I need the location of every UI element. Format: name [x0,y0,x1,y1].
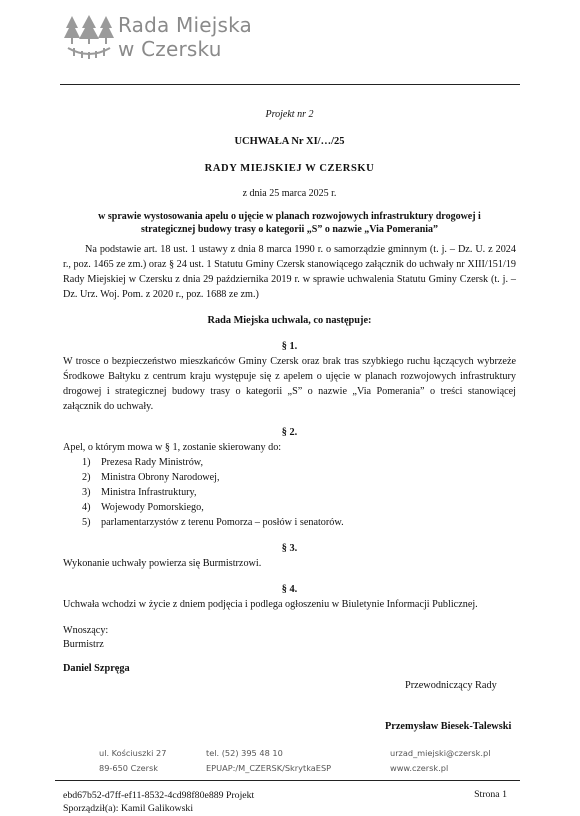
website-link[interactable]: www.czersk.pl [390,763,449,773]
chair-title: Przewodniczący Rady [405,680,497,691]
list-item-text: Wojewody Pomorskiego, [101,502,204,513]
resolution-document [63,107,516,676]
paragraph-4-text: Uchwała wchodzi w życie z dniem podjęcia i podlega ogłoszeniu w Biuletynie Informacji Publicznej. [63,599,478,610]
epuap-address: EPUAP:/M_CZERSK/SkrytkaESP [206,763,332,773]
logo-line-2: w Czersku [118,37,222,61]
list-item [63,470,516,485]
recipients-list [63,455,516,530]
resolution-date: z dnia 25 marca 2025 r. [242,188,337,199]
paragraph-2-title: § 2. [281,427,298,438]
email-link[interactable]: urzad_miejski@czersk.pl [390,748,491,758]
paragraph-1-title: § 1. [281,341,298,352]
address-line-2: 89-650 Czersk [99,763,159,773]
list-item-number: 4) [82,502,91,513]
submitter-role: Burmistrz [63,639,104,650]
contact-address [99,746,166,776]
list-item [63,515,516,530]
contact-online [390,746,490,776]
resolution-subject: w sprawie wystosowania apelu o ujęcie w planach rozwojowych infrastruktury drogowej i strategicznej budowy trasy o kategorii „S” o nazwie „Via Pomerania” [98,211,481,235]
address-line-1: ul. Kościuszki 27 [99,748,167,758]
paragraph-4-title: § 4. [281,584,298,595]
trees-emblem-icon [64,12,114,62]
project-label: Projekt nr 2 [265,109,314,120]
logo-text [118,13,252,61]
list-item-number: 1) [82,457,91,468]
paragraph-3-text: Wykonanie uchwały powierza się Burmistrzowi. [63,558,262,569]
list-item-text: Ministra Infrastruktury, [101,487,197,498]
document-id: ebd67b52-d7ff-ef11-8532-4cd98f80e889 Projekt [63,790,255,801]
list-item-number: 5) [82,517,91,528]
list-item [63,485,516,500]
council-logo [64,12,252,62]
submitter-block [63,624,516,652]
logo-line-1: Rada Miejska [118,13,253,37]
list-item-number: 3) [82,487,91,498]
phone-number: tel. (52) 395 48 10 [206,748,283,758]
list-item [63,500,516,515]
legal-basis: Na podstawie art. 18 ust. 1 ustawy z dnia 8 marca 1990 r. o samorządzie gminnym (t. j. – Dz. U. z 2024 r., poz. 1465 ze zm.) oraz § 24 ust. 1 Statutu Gminy Czersk stanowiącego załącznik do uchwały nr XIII/151/19 Rady Miejskiej w Czersku z dnia 29 października 2019 r. w sprawie uchwalenia Statutu Gminy Czersk (t. j. – Dz. Urz. Woj. Pom. z 2020 r., poz. 1688 ze zm.) [63,244,516,300]
submitter-label: Wnoszący: [63,625,109,636]
resolves-heading: Rada Miejska uchwala, co następuje: [207,315,372,326]
page-number: Strona 1 [474,789,507,800]
resolution-number: UCHWAŁA Nr XI/…/25 [234,136,345,147]
paragraph-1-text: W trosce o bezpieczeństwo mieszkańców Gminy Czersk oraz brak tras szybkiego ruchu łączących wybrzeże Środkowe Bałtyku z centrum kraju występuje się z apelem o ujęcie w planach rozwojowych infrastruktury drogowej i strategicznej budowy trasy o kategorii „S” o nazwie „Via Pomerania” o treści stanowiącej załącznik do uchwały. [63,356,516,412]
paragraph-2-intro: Apel, o którym mowa w § 1, zostanie skierowany do: [63,442,282,453]
submitter-name: Daniel Szpręga [63,663,130,674]
document-footer [63,789,254,815]
contact-phone-epuap [206,746,331,776]
list-item-number: 2) [82,472,91,483]
resolution-issuer: RADY MIEJSKIEJ W CZERSKU [204,163,375,174]
list-item-text: parlamentarzystów z terenu Pomorza – posłów i senatorów. [101,517,344,528]
header-divider [60,84,520,85]
chair-name: Przemysław Biesek-Talewski [385,721,512,732]
paragraph-3-title: § 3. [281,543,298,554]
footer-divider [55,780,520,781]
prepared-by: Sporządził(a): Kamil Galikowski [63,803,194,814]
list-item-text: Ministra Obrony Narodowej, [101,472,220,483]
list-item [63,455,516,470]
list-item-text: Prezesa Rady Ministrów, [101,457,204,468]
